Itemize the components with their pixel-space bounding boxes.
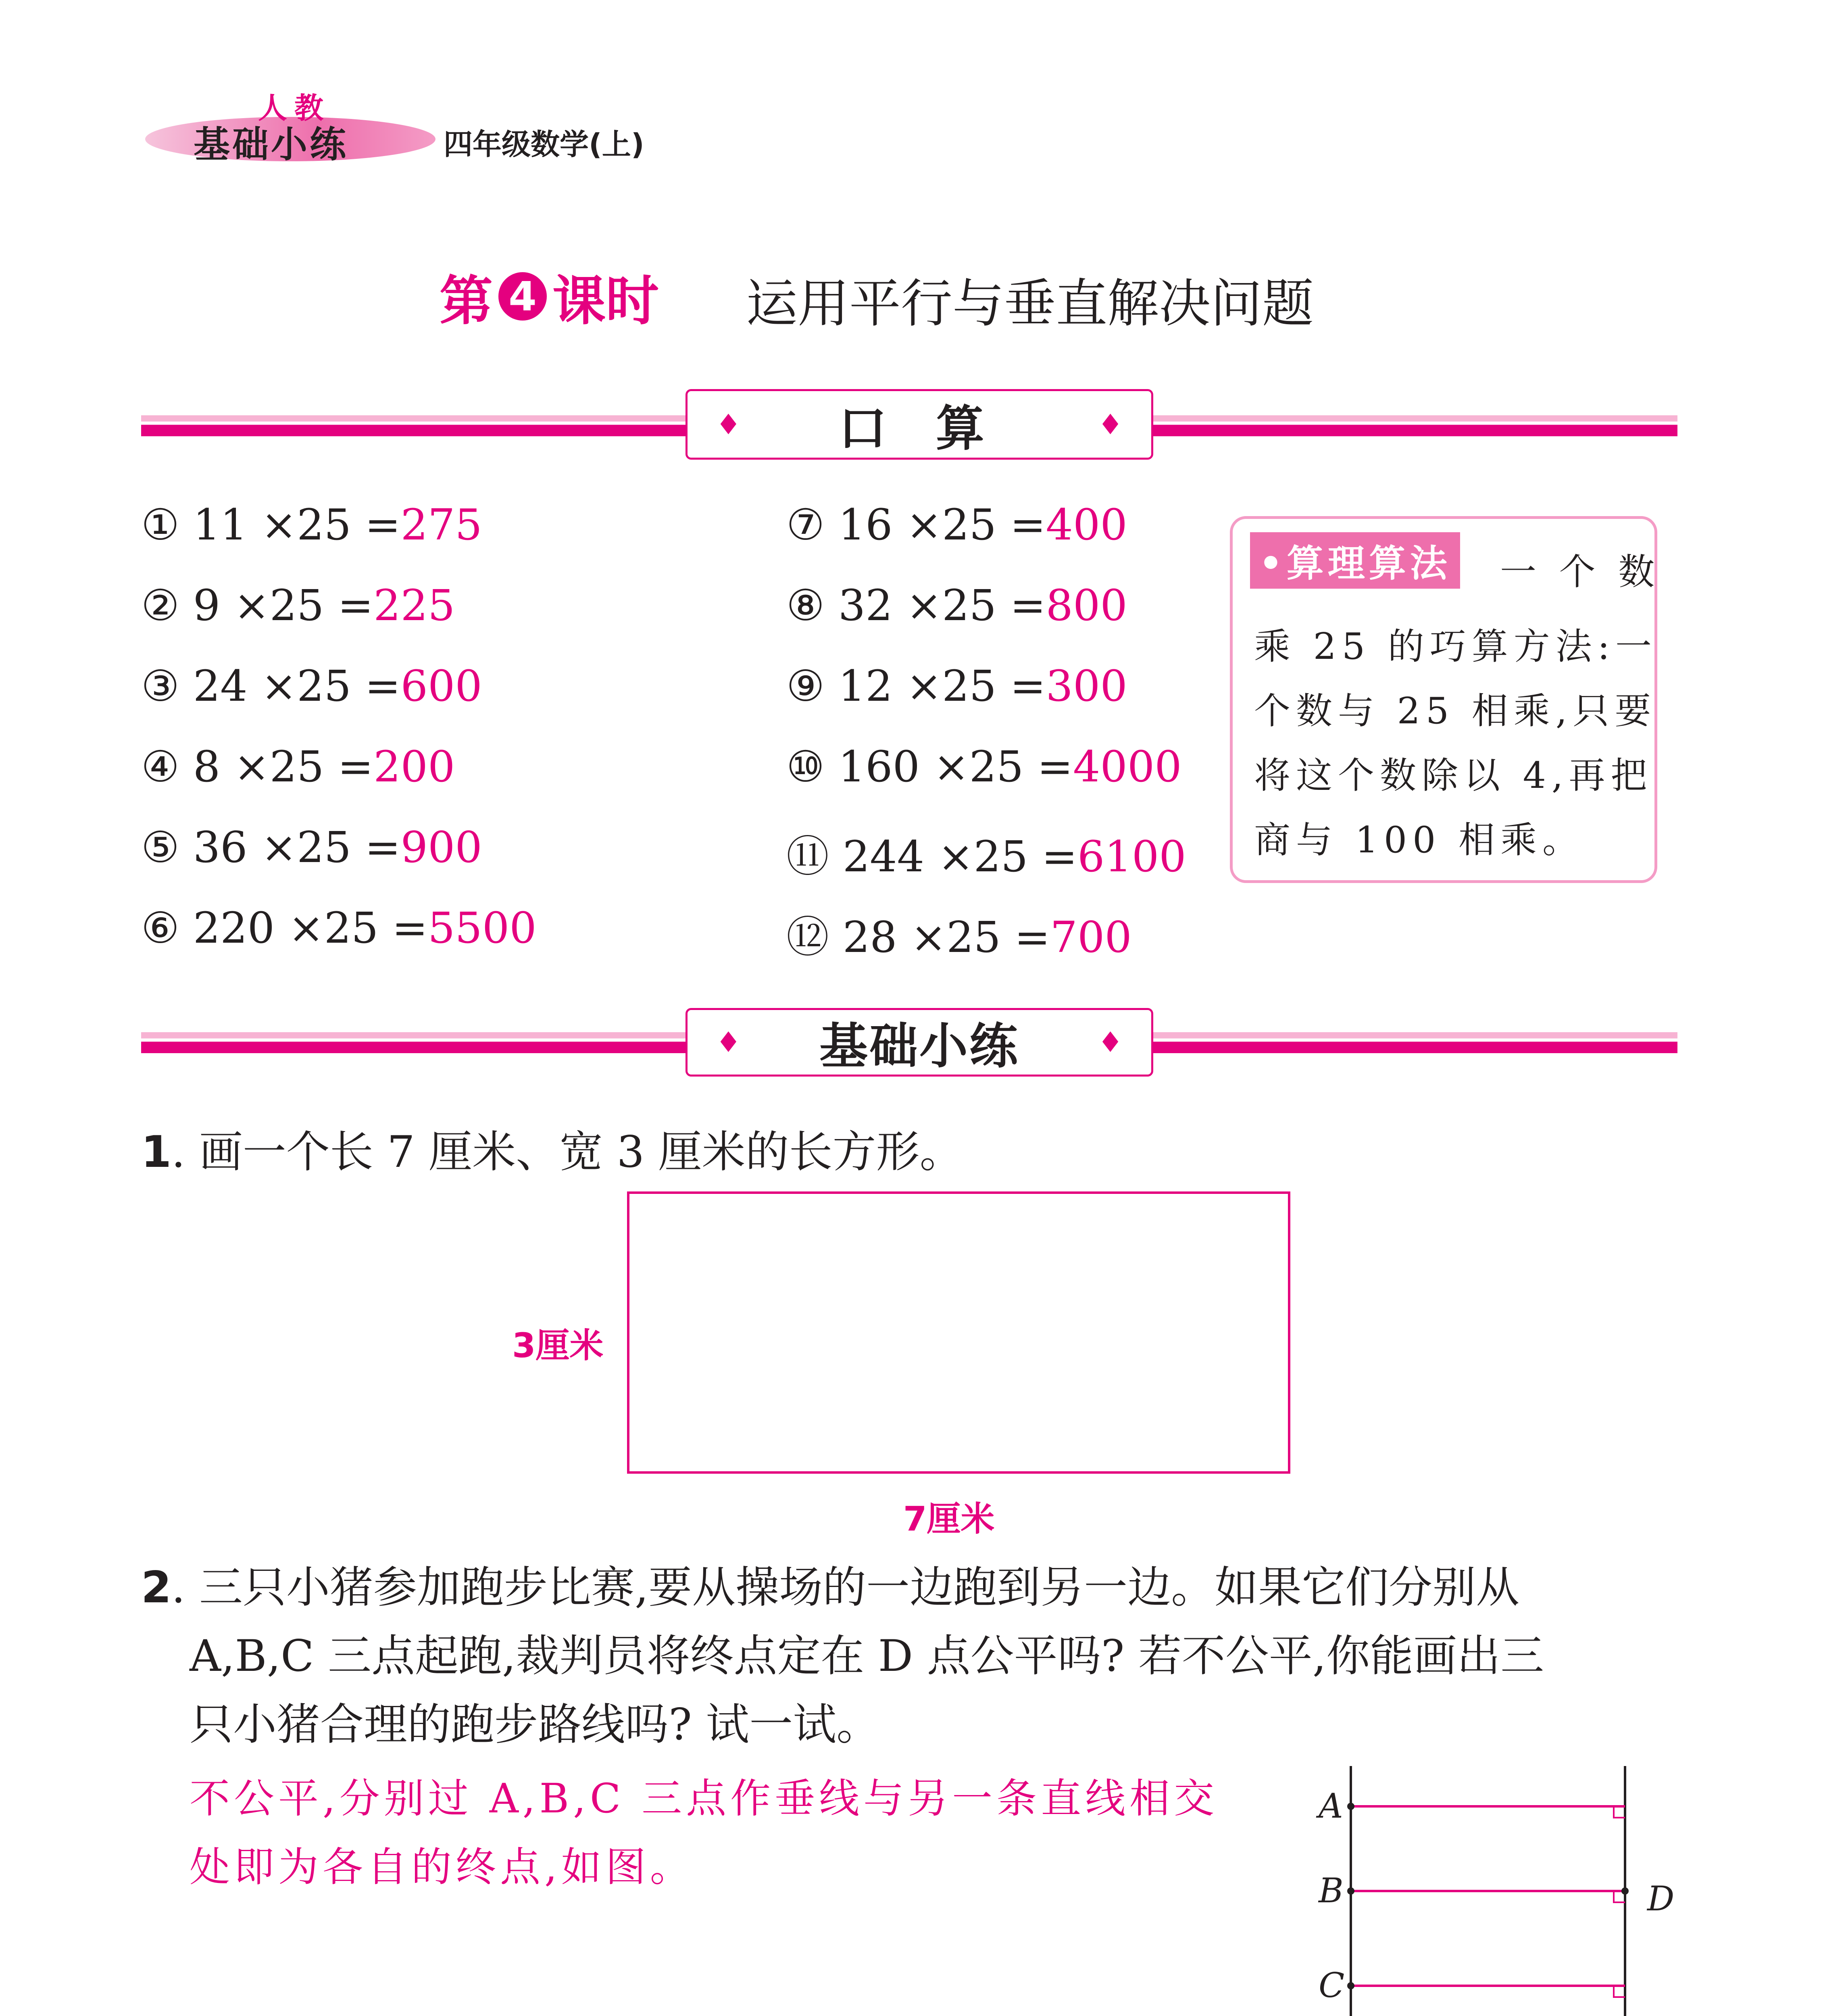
point-a-label: A — [1319, 1786, 1343, 1826]
point-d-dot — [1621, 1887, 1629, 1895]
diamond-icon: ♦ — [1098, 1026, 1123, 1059]
publisher-label: 人教 — [258, 91, 331, 125]
calc-item: ⑤ 36 ×25 =900 — [141, 823, 482, 872]
question-2-line-3: 只小猪合理的跑步路线吗? 试一试。 — [190, 1699, 880, 1750]
lesson-number-badge: 4 — [498, 272, 547, 321]
calc-item: ⑩ 160 ×25 =4000 — [786, 742, 1182, 791]
diamond-icon: ♦ — [716, 408, 741, 441]
answer-2-line-2: 处即为各自的终点,如图。 — [190, 1843, 694, 1891]
point-b-dot — [1347, 1887, 1354, 1895]
lesson-title: 运用平行与垂直解决问题 — [746, 274, 1314, 334]
grade-label: 四年级数学(上) — [444, 127, 644, 161]
question-1: 1. 画一个长 7 厘米、宽 3 厘米的长方形。 — [141, 1127, 963, 1177]
calc-item: ⑧ 32 ×25 =800 — [786, 581, 1127, 630]
lesson-heading — [440, 258, 659, 335]
calc-item: ③ 24 ×25 =600 — [141, 661, 482, 711]
calc-item: ⑨ 12 ×25 =300 — [786, 661, 1127, 711]
answer-2-line-1: 不公平,分别过 A,B,C 三点作垂线与另一条直线相交 — [190, 1775, 1219, 1822]
calc-item: ② 9 ×25 =225 — [141, 581, 455, 630]
calc-item: ⑥ 220 ×25 =5500 — [141, 903, 537, 953]
tip-line: 商与 100 相乘。 — [1254, 819, 1584, 861]
calc-item: ⑪ 244 ×25 =6100 — [786, 832, 1186, 881]
question-2-line-2: A,B,C 三点起跑,裁判员将终点定在 D 点公平吗? 若不公平,你能画出三 — [190, 1631, 1544, 1681]
point-c-dot — [1347, 1982, 1354, 1989]
lesson-suffix: 课时 — [552, 270, 659, 332]
section-badge-oral — [685, 389, 1153, 460]
diamond-icon: ♦ — [716, 1026, 741, 1059]
point-d-label: D — [1647, 1879, 1675, 1918]
tip-line: 将这个数除以 4,再把 — [1254, 754, 1653, 797]
point-c-label: C — [1319, 1966, 1345, 2005]
calc-item: ④ 8 ×25 =200 — [141, 742, 455, 791]
question-2-line-1: 2. 三只小猪参加跑步比赛,要从操场的一边跑到另一边。如果它们分别从 — [141, 1562, 1520, 1613]
parallel-lines-figure — [1311, 1750, 1673, 2016]
lesson-prefix: 第 — [440, 270, 493, 332]
rect-width-label: 7厘米 — [903, 1499, 995, 1539]
tip-line: 乘 25 的巧算方法:一 — [1254, 625, 1658, 668]
section-title-oral: 口 算 — [838, 400, 1000, 457]
section-badge-basic — [685, 1008, 1153, 1077]
point-b-label: B — [1319, 1871, 1344, 1910]
calc-item: ⑦ 16 ×25 =400 — [786, 500, 1127, 550]
section-title-basic: 基础小练 — [819, 1018, 1019, 1075]
calc-item: ⑫ 28 ×25 =700 — [786, 912, 1132, 962]
rect-height-label: 3厘米 — [512, 1326, 604, 1365]
drawn-rectangle — [627, 1191, 1290, 1474]
series-label: 基础小练 — [194, 123, 348, 166]
tip-title: •算理算法 — [1250, 532, 1460, 589]
point-a-dot — [1347, 1803, 1354, 1810]
tip-line: 一 个 数 — [1500, 551, 1661, 593]
right-angle-mark — [1614, 1986, 1625, 1997]
tip-line: 个数与 25 相乘,只要 — [1254, 690, 1657, 732]
right-angle-mark — [1614, 1806, 1625, 1818]
diamond-icon: ♦ — [1098, 408, 1123, 441]
calc-item: ① 11 ×25 =275 — [141, 500, 482, 550]
